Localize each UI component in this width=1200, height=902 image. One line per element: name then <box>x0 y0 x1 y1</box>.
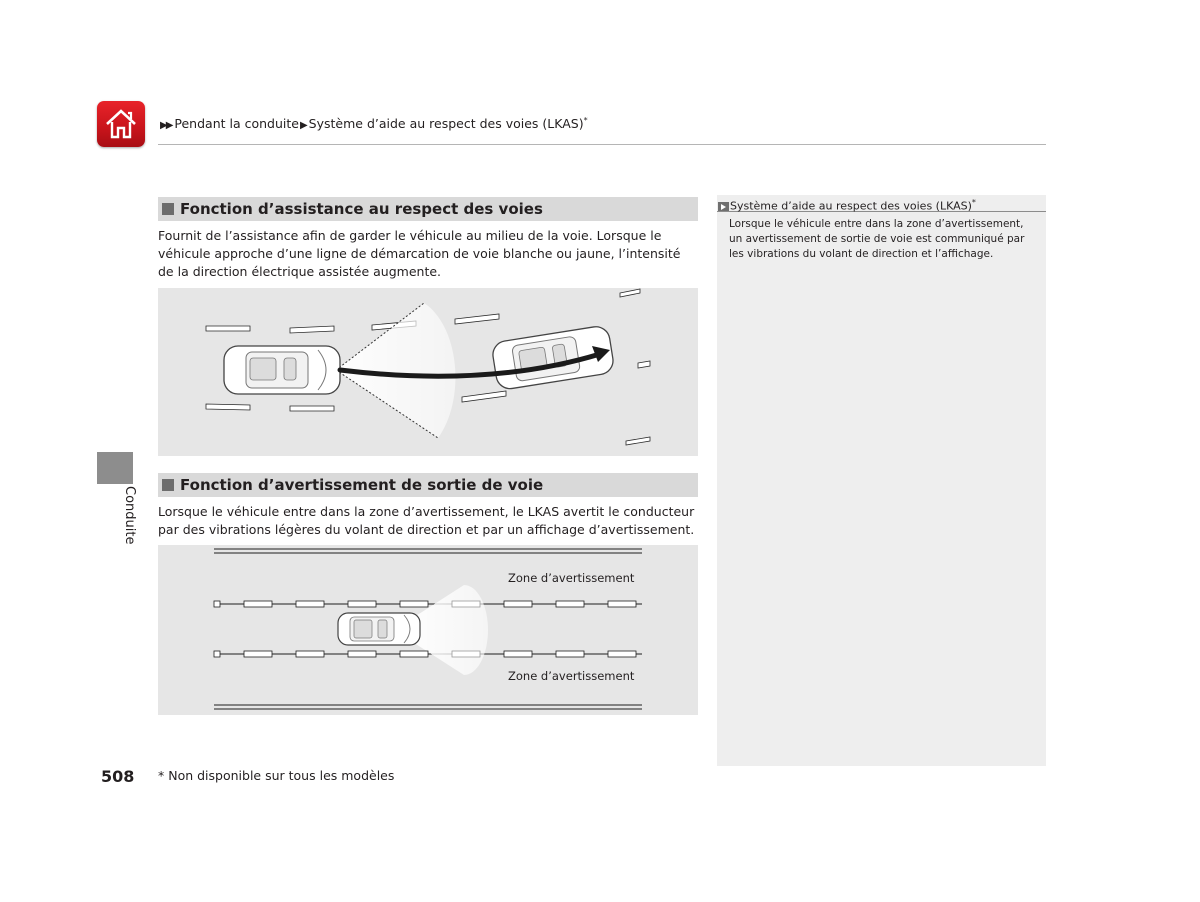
section-square-icon <box>162 479 174 491</box>
reference-arrow-icon <box>718 202 729 211</box>
section-body <box>158 503 698 539</box>
chapter-tab-label: Conduite <box>122 486 137 545</box>
section-square-icon <box>162 203 174 215</box>
warning-zone-label-bottom: Zone d’avertissement <box>508 669 635 683</box>
section-paragraph: Lorsque le véhicule entre dans la zone d’avertissement, le LKAS avertit le conducteur par des vibrations légères du volant de direction et par un affichage d’avertissement. <box>158 504 695 537</box>
side-note-header[interactable] <box>717 195 1046 212</box>
home-button[interactable] <box>97 101 145 147</box>
vehicle-left <box>224 346 340 394</box>
side-note-text: Lorsque le véhicule entre dans la zone d’avertissement, un avertissement de sortie de voie est communiqué par les vibrations du volant de direction et l’affichage. <box>729 218 1025 260</box>
section-paragraph: Fournit de l’assistance afin de garder le véhicule au milieu de la voie. Lorsque le véhicule approche d’une ligne de démarcation de voie blanche ou jaune, l’intensité de la direction électrique assistée augmente. <box>158 228 681 279</box>
breadcrumb-arrow-icon: ▶▶ <box>160 120 172 132</box>
breadcrumb-arrow-icon: ▶ <box>299 120 308 132</box>
home-icon <box>104 108 138 140</box>
warning-zone-label-top: Zone d’avertissement <box>508 571 635 585</box>
breadcrumb-footnote-mark: * <box>583 116 588 125</box>
side-note-panel <box>717 195 1046 766</box>
header-divider <box>158 144 1046 145</box>
side-note-title: Système d’aide au respect des voies (LKAS) <box>730 199 972 213</box>
vehicle <box>338 613 420 645</box>
section-title: Fonction d’avertissement de sortie de voie <box>180 476 544 494</box>
lane-keeping-illustration <box>158 288 698 456</box>
breadcrumb-item-lkas: Système d’aide au respect des voies (LKAS) <box>308 116 584 132</box>
section-heading-lane-keeping <box>158 197 698 221</box>
breadcrumb-item-driving[interactable]: Pendant la conduite <box>174 116 299 132</box>
warning-zone-illustration <box>158 545 698 715</box>
section-body <box>158 227 698 281</box>
section-title: Fonction d’assistance au respect des voies <box>180 200 543 218</box>
chapter-tab[interactable] <box>97 452 133 484</box>
side-note-footnote-mark: * <box>971 198 976 207</box>
footnote: * Non disponible sur tous les modèles <box>158 768 395 783</box>
page-number: 508 <box>101 767 135 786</box>
breadcrumb <box>160 116 588 131</box>
section-heading-lane-departure <box>158 473 698 497</box>
